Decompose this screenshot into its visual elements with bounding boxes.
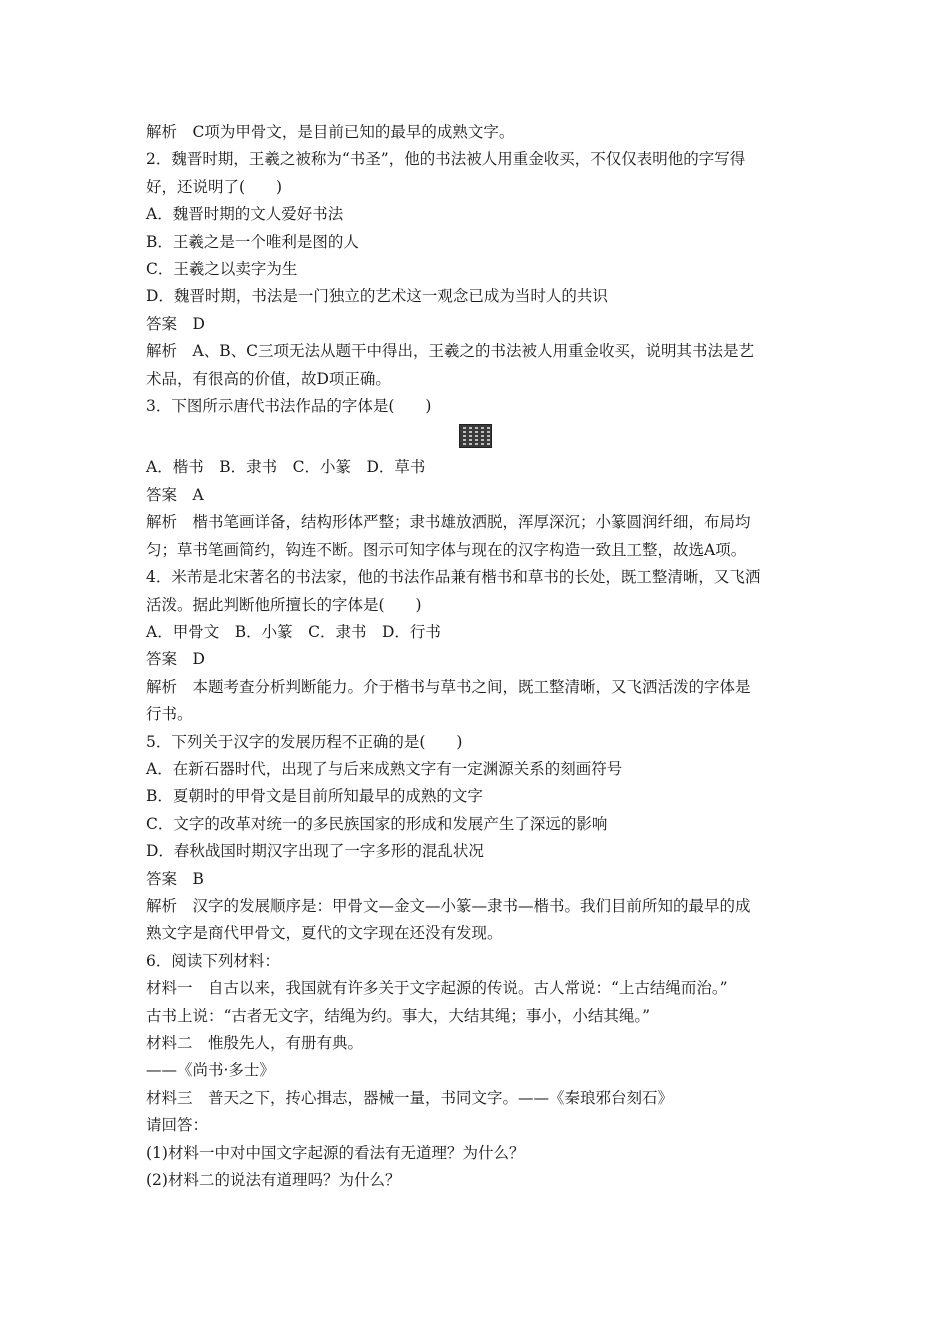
material-1-line2: 古书上说：“古者无文字，结绳为约。事大，大结其绳；事小，小结其绳。”	[146, 1006, 651, 1025]
question-5-option-a: A．在新石器时代，出现了与后来成熟文字有一定渊源关系的刻画符号	[146, 759, 623, 778]
question-2-analysis-line2: 术品，有很高的价值，故D项正确。	[146, 369, 391, 388]
question-2-option-a: A．魏晋时期的文人爱好书法	[146, 205, 344, 224]
question-5-option-d: D．春秋战国时期汉字出现了一字多形的混乱状况	[146, 842, 484, 861]
calligraphy-image	[459, 424, 492, 448]
question-5-analysis-line2: 熟文字是商代甲骨文，夏代的文字现在还没有发现。	[146, 924, 503, 943]
question-3-analysis-line2: 匀；草书笔画简约，钩连不断。图示可知字体与现在的汉字构造一致且工整，故选A项。	[146, 540, 747, 559]
question-4-analysis-line2: 行书。	[146, 705, 193, 724]
question-3-figure	[146, 420, 810, 454]
material-3: 材料三 普天之下，抟心揖志，器械一量，书同文字。——《秦琅邪台刻石》	[146, 1088, 674, 1107]
question-4-options: A．甲骨文 B．小篆 C．隶书 D．行书	[146, 622, 441, 641]
question-5-answer: 答案 B	[146, 869, 204, 888]
question-2-analysis-line1: 解析 A、B、C三项无法从题干中得出，王羲之的书法被人用重金收买，说明其书法是艺	[146, 342, 754, 361]
question-2-stem-line2: 好，还说明了( )	[146, 177, 283, 196]
question-2-answer: 答案 D	[146, 314, 205, 333]
question-3-answer: 答案 A	[146, 485, 204, 504]
question-2-option-b: B．王羲之是一个唯利是图的人	[146, 232, 359, 251]
question-2-option-d: D．魏晋时期，书法是一门独立的艺术这一观念已成为当时人的共识	[146, 287, 608, 306]
question-3-options: A．楷书 B．隶书 C．小篆 D．草书	[146, 458, 426, 477]
material-1-line1: 材料一 自古以来，我国就有许多关于文字起源的传说。古人常说：“上古结绳而治。”	[146, 979, 728, 998]
question-3-analysis-line1: 解析 楷书笔画详备，结构形体严整；隶书雄放洒脱，浑厚深沉；小篆圆润纤细，布局均	[146, 513, 751, 532]
question-3-stem: 3．下图所示唐代书法作品的字体是( )	[146, 397, 432, 416]
question-6-sub-1: (1)材料一中对中国文字起源的看法有无道理？为什么？	[146, 1143, 525, 1162]
question-5-option-c: C．文字的改革对统一的多民族国家的形成和发展产生了深远的影响	[146, 814, 608, 833]
question-2-option-c: C．王羲之以卖字为生	[146, 260, 298, 279]
material-2: 材料二 惟殷先人，有册有典。	[146, 1034, 364, 1052]
document-page	[146, 119, 810, 1194]
analysis-q1: 解析 C项为甲骨文，是目前已知的最早的成熟文字。	[146, 123, 515, 141]
question-5-analysis-line1: 解析 汉字的发展顺序是：甲骨文—金文—小篆—隶书—楷书。我们目前所知的最早的成	[146, 896, 751, 915]
question-4-stem-line2: 活泼。据此判断他所擅长的字体是( )	[146, 595, 422, 614]
question-4-analysis-line1: 解析 本题考查分析判断能力。介于楷书与草书之间，既工整清晰，又飞洒活泼的字体是	[146, 677, 751, 696]
question-2-stem-line1: 2．魏晋时期，王羲之被称为“书圣”，他的书法被人用重金收买，不仅仅表明他的字写得	[146, 150, 746, 169]
question-6-sub-2: (2)材料二的说法有道理吗？为什么？	[146, 1171, 401, 1190]
question-5-stem: 5．下列关于汉字的发展历程不正确的是( )	[146, 732, 463, 751]
question-4-answer: 答案 D	[146, 650, 205, 669]
question-5-option-b: B．夏朝时的甲骨文是目前所知最早的成熟的文字	[146, 787, 483, 806]
question-6-prompt: 请回答：	[146, 1116, 209, 1135]
question-4-stem-line1: 4．米芾是北宋著名的书法家，他的书法作品兼有楷书和草书的长处，既工整清晰，又飞洒	[146, 568, 761, 587]
question-6-stem: 6．阅读下列材料：	[146, 951, 280, 970]
material-2-source: ——《尚书·多士》	[146, 1061, 275, 1080]
